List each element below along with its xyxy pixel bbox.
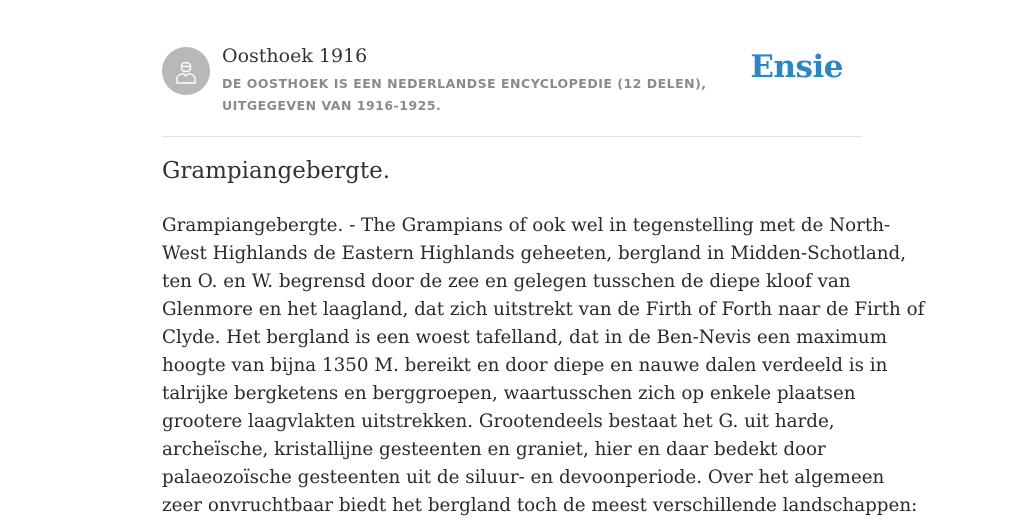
source-name[interactable]: Oosthoek 1916 xyxy=(222,45,368,67)
article-body-line: Glenmore en het laagland, dat zich uitstrekt van de Firth of Forth naar de Firth of xyxy=(162,299,925,320)
article-body-line: ten O. en W. begrensd door de zee en gelegen tusschen de diepe kloof van xyxy=(162,271,851,292)
article-body-line: palaeozoïsche gesteenten uit de siluur- en devoonperiode. Over het algemeen xyxy=(162,467,885,488)
article-body-line: Clyde. Het bergland is een woest tafelland, dat in de Ben-Nevis een maximum xyxy=(162,327,887,348)
article-title: Grampiangebergte. xyxy=(162,158,391,184)
article-body-line: archeïsche, kristallijne gesteenten en graniet, hier en daar bedekt door xyxy=(162,439,826,460)
article-body xyxy=(162,212,925,520)
article-body-line: grootere laagvlakten uitstrekken. Grootendeels bestaat het G. uit harde, xyxy=(162,411,835,432)
brand-logo[interactable]: Ensie xyxy=(750,49,843,85)
article-body-line: zeer onvruchtbaar biedt het bergland toch de meest verschillende landschappen: xyxy=(162,495,918,516)
source-header xyxy=(162,44,862,137)
source-description: DE OOSTHOEK IS EEN NEDERLANDSE ENCYCLOPEDIE (12 DELEN), UITGEGEVEN VAN 1916-1925. xyxy=(222,76,707,113)
source-avatar[interactable] xyxy=(162,47,210,95)
article-body-line: talrijke bergketens en berggroepen, waartusschen zich op enkele plaatsen xyxy=(162,383,856,404)
user-avatar-icon xyxy=(171,56,201,86)
article-body-line: West Highlands de Eastern Highlands geheeten, bergland in Midden-Schotland, xyxy=(162,243,907,264)
article-body-line: Grampiangebergte. - The Grampians of ook wel in tegenstelling met de North- xyxy=(162,215,891,236)
article-body-line: hoogte van bijna 1350 M. bereikt en door diepe en nauwe dalen verdeeld is in xyxy=(162,355,888,376)
